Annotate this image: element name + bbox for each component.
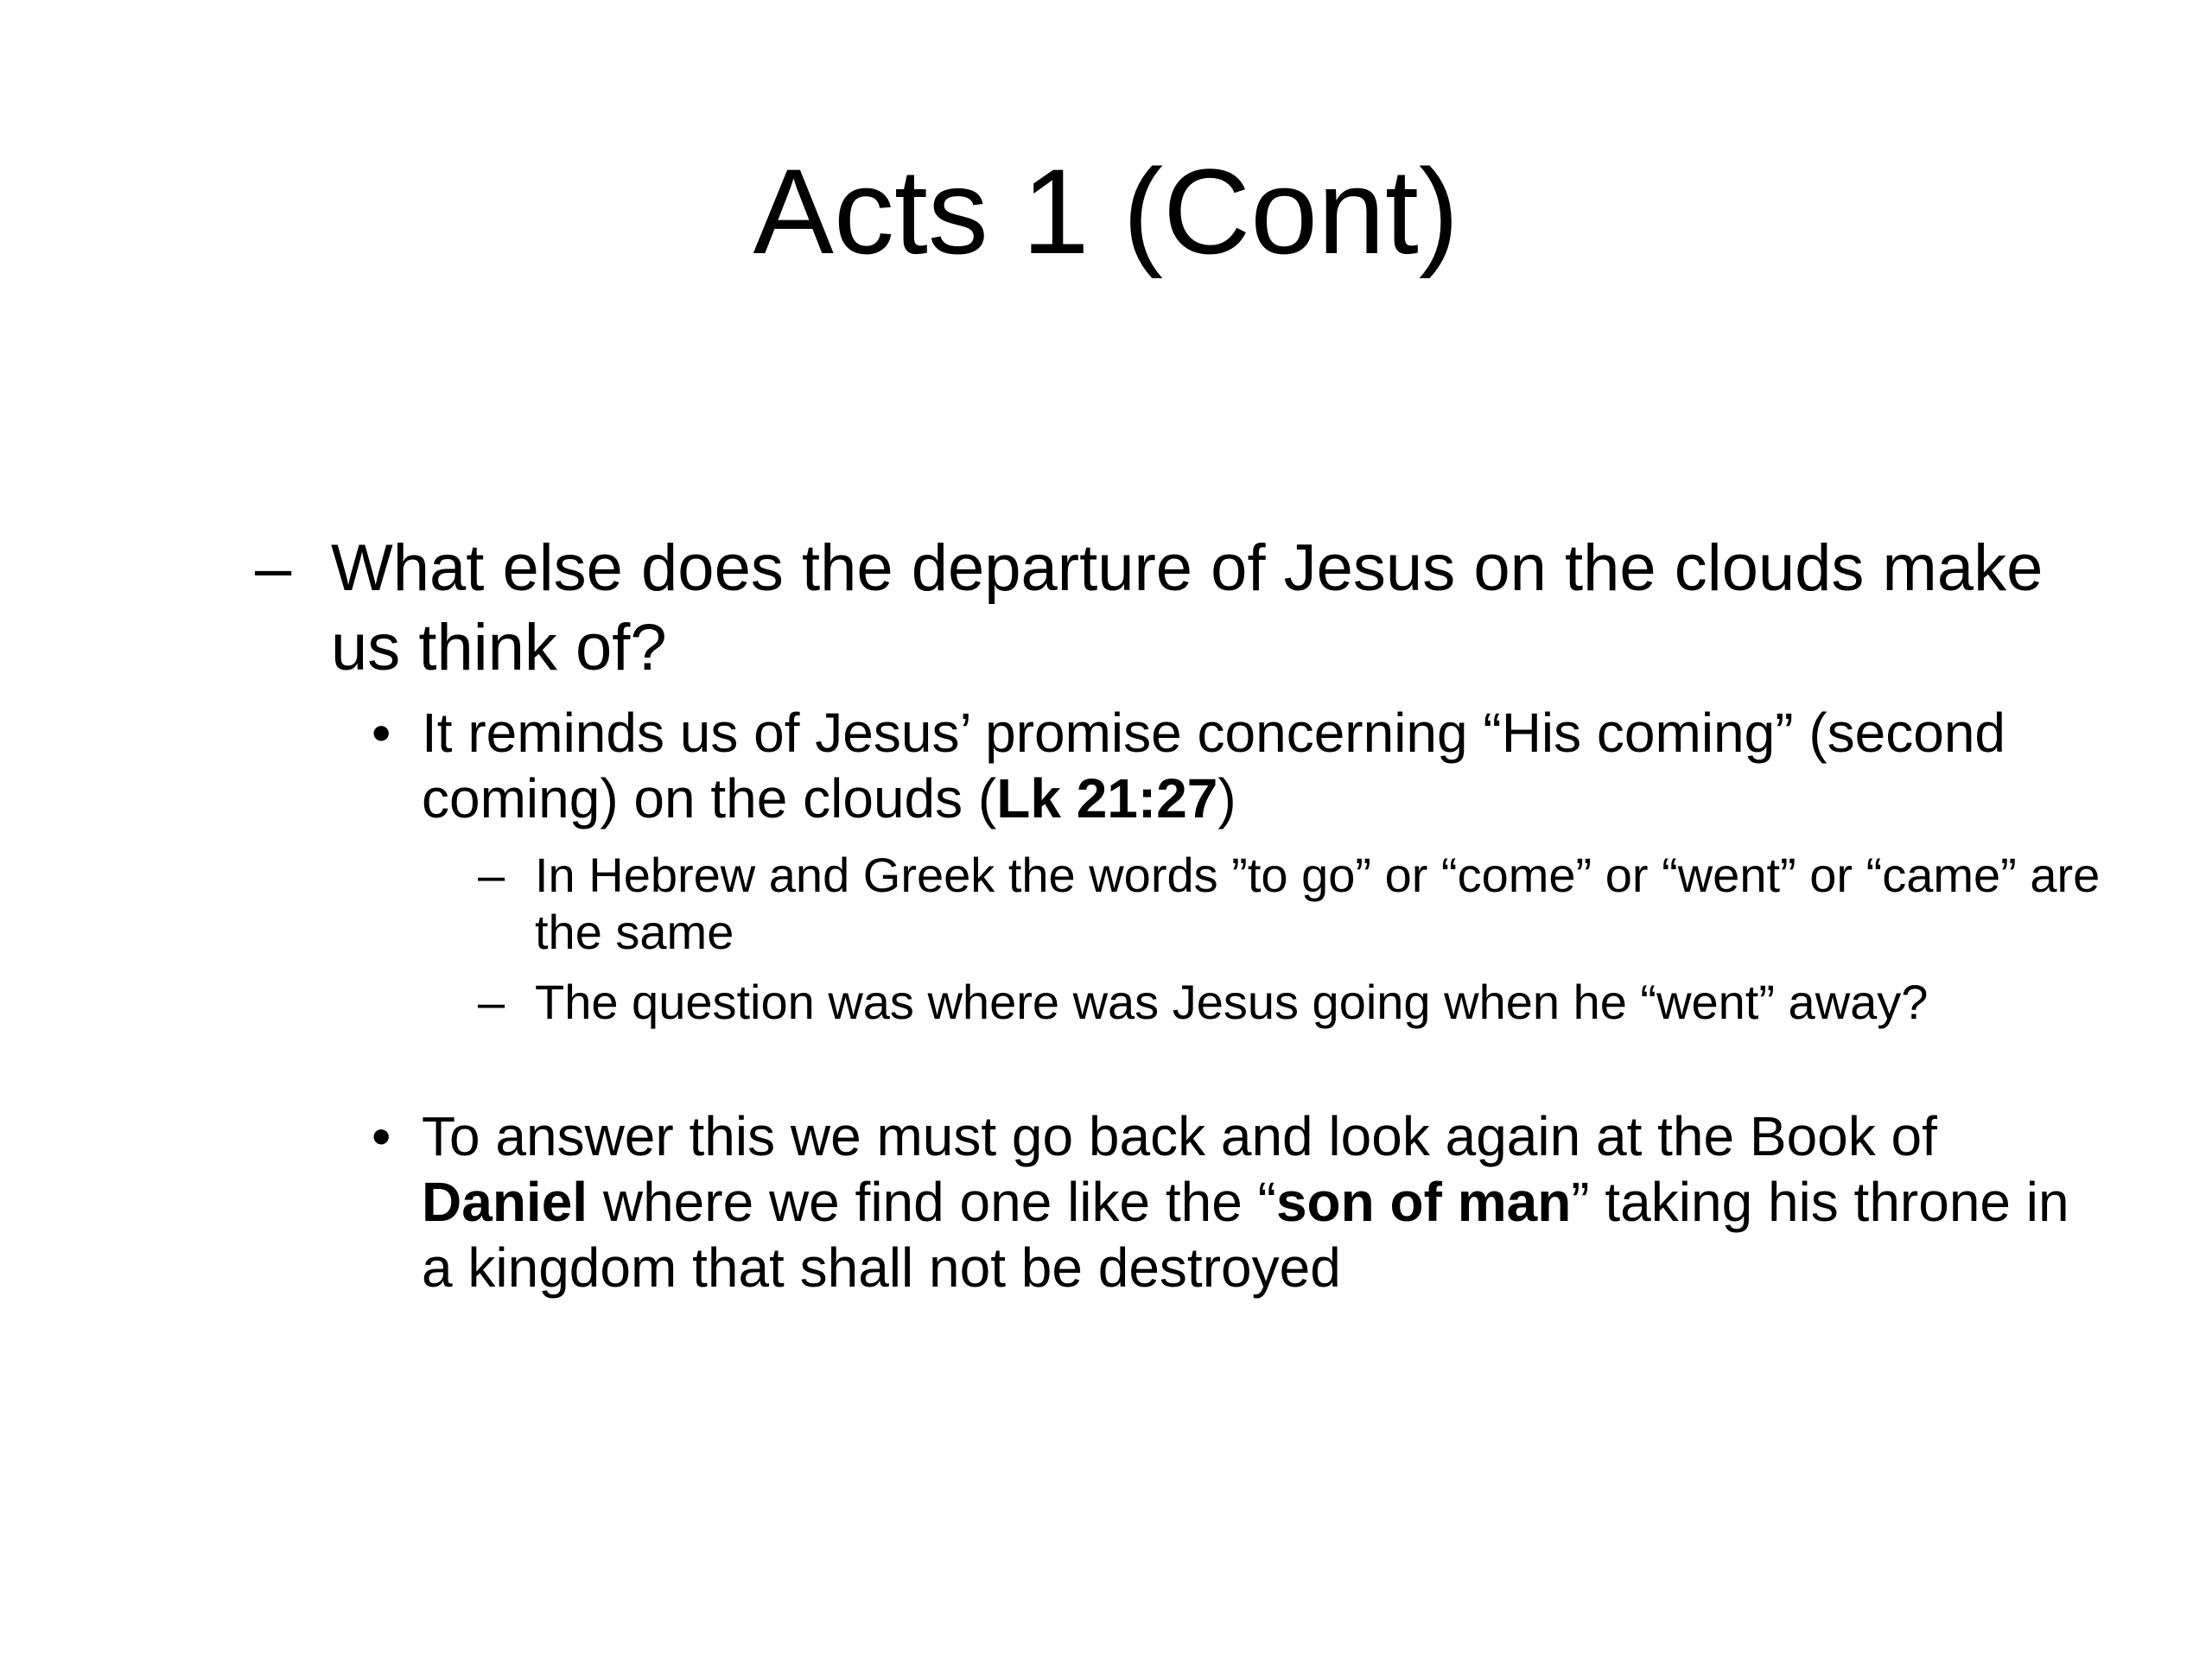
dash-marker: – [255, 531, 292, 605]
text-segment: It reminds us of Jesus’ promise concerning “His coming” (second coming) on the clouds ( [422, 702, 2005, 830]
bullet-text: What else does the departure of Jesus on the clouds make us think of? [331, 531, 2044, 684]
bullet-level2-daniel [363, 1103, 2091, 1300]
bullet-text [422, 700, 2091, 831]
bullet-marker: • [372, 702, 391, 764]
dash-marker: – [478, 848, 505, 902]
bullet-text [422, 1103, 2091, 1300]
bullet-text: The question was where was Jesus going when he “went” away? [535, 975, 1929, 1029]
bold-daniel: Daniel [422, 1171, 588, 1233]
bullet-marker: • [372, 1105, 391, 1167]
bullet-level1-question [255, 529, 2095, 688]
slide-title: Acts 1 (Cont) [753, 143, 1459, 279]
text-segment: ” taking his throne in a kingdom that shall not be destroyed [422, 1171, 2069, 1299]
dash-marker: – [478, 975, 505, 1029]
bullet-text: In Hebrew and Greek the words ”to go” or “come” or “went” or “came” are the same [535, 848, 2101, 959]
bullet-level2-promise [363, 700, 2091, 831]
bullet-level3-hebrew-greek [478, 847, 2102, 961]
text-segment: where we find one like the “ [588, 1171, 1276, 1233]
bullet-level3-question [478, 974, 2102, 1031]
text-segment: To answer this we must go back and look again at the Book of [422, 1105, 1937, 1167]
bold-son-of-man: son of man [1275, 1171, 1572, 1233]
text-segment: ) [1217, 767, 1236, 830]
scripture-reference: Lk 21:27 [996, 767, 1218, 830]
